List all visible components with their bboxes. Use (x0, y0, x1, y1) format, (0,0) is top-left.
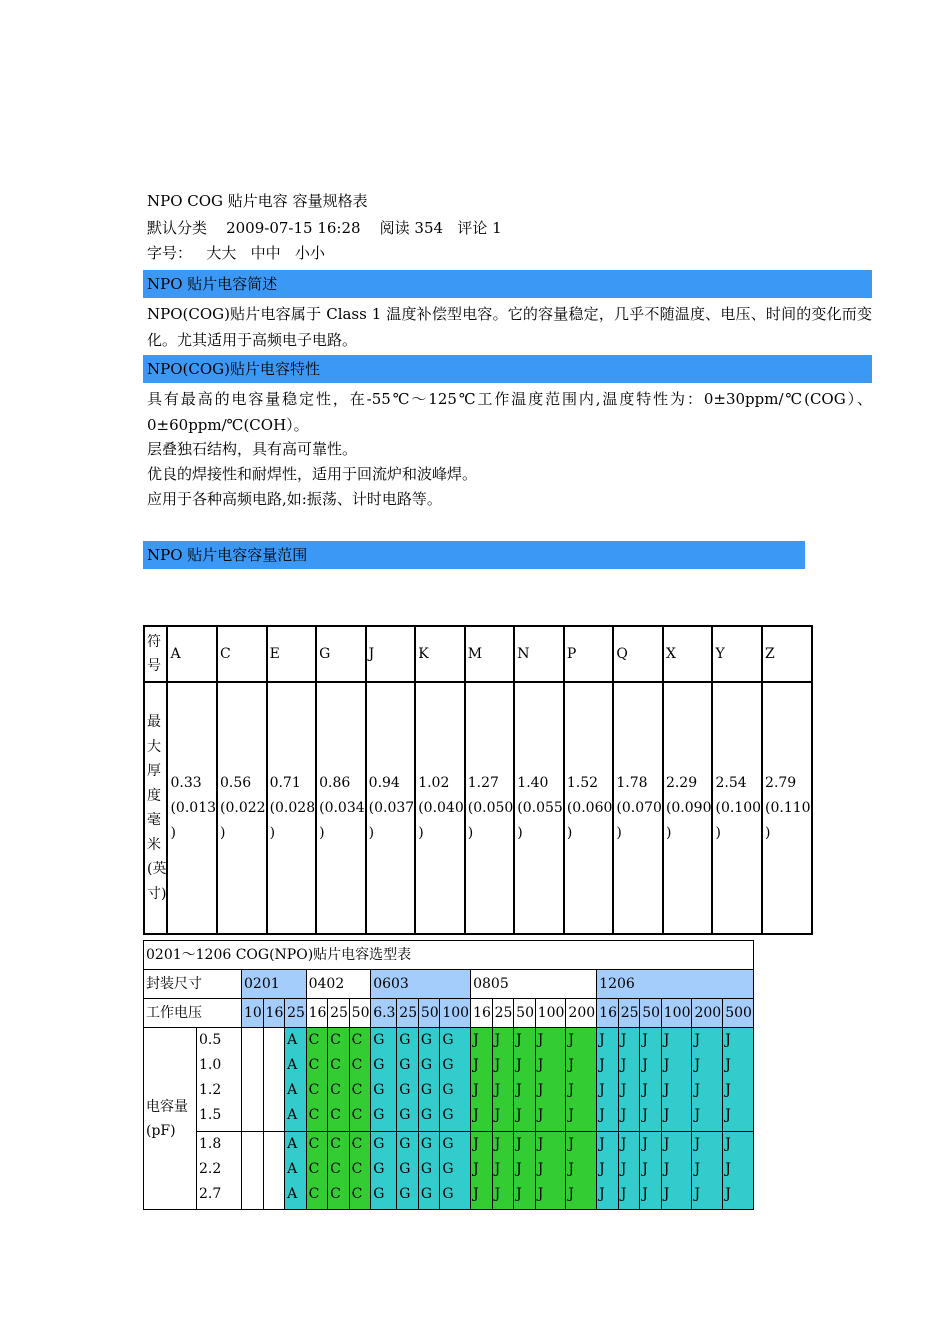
page-title: NPO COG 贴片电容 容量规格表 (147, 192, 368, 210)
code-cell: G G G (418, 1132, 440, 1210)
feature-structure: 层叠独石结构，具有高可靠性。 (147, 440, 358, 458)
thickness-table (143, 625, 813, 935)
code-cell: G G G G (397, 1028, 419, 1132)
symbol-cell: N (514, 626, 564, 682)
package-cell: 0805 (471, 970, 597, 999)
code-cell: J J J (640, 1132, 662, 1210)
voltage-cell: 16 (597, 999, 619, 1028)
code-cell: J J J (618, 1132, 640, 1210)
feature-stability: 具有最高的电容量稳定性，在-55℃～125℃工作温度范围内,温度特性为：0±30ppm/℃(COG）、0±60ppm/℃(COH）。 (147, 390, 872, 434)
code-cell: A A A A (285, 1028, 307, 1132)
section-heading-features: NPO(COG)贴片电容特性 (143, 355, 872, 383)
font-size-medium-link[interactable]: 中中 (250, 244, 281, 262)
symbol-cell: Y (712, 626, 762, 682)
code-cell: J J J (535, 1132, 566, 1210)
thickness-cell: 1.02 (0.040 ) (415, 682, 465, 934)
code-cell: C C C C (306, 1028, 328, 1132)
symbol-cell: E (267, 626, 317, 682)
thickness-cell: 1.27 (0.050 ) (465, 682, 515, 934)
read-count: 阅读 354 (379, 219, 444, 237)
thickness-cell: 0.33 (0.013 ) (167, 682, 217, 934)
voltage-cell: 16 (306, 999, 328, 1028)
thickness-cell: 1.78 (0.070 ) (613, 682, 663, 934)
voltage-cell: 500 (723, 999, 754, 1028)
post-meta (147, 217, 502, 238)
voltage-cell: 25 (328, 999, 350, 1028)
symbol-cell: K (415, 626, 465, 682)
post-date: 2009-07-15 16:28 (226, 219, 361, 237)
thickness-header: 最大厚度毫米(英寸) (144, 682, 167, 934)
voltage-cell: 25 (397, 999, 419, 1028)
font-size-large-link[interactable]: 大大 (206, 244, 237, 262)
code-cell: J J J (471, 1132, 493, 1210)
voltage-row (144, 999, 754, 1028)
capacitance-label: 电容量(pF) (144, 1028, 197, 1210)
code-cell: C C C (306, 1132, 328, 1210)
voltage-cell: 50 (349, 999, 371, 1028)
voltage-cell: 50 (514, 999, 536, 1028)
package-cell: 0402 (306, 970, 371, 999)
code-cell: A A A (285, 1132, 307, 1210)
code-cell: J J J J (597, 1028, 619, 1132)
voltage-cell: 25 (618, 999, 640, 1028)
voltage-cell: 100 (535, 999, 566, 1028)
voltage-cell: 50 (640, 999, 662, 1028)
thickness-row (144, 682, 812, 934)
code-cell: G G G (440, 1132, 471, 1210)
code-cell: C C C (328, 1132, 350, 1210)
thickness-cell: 2.29 (0.090 ) (663, 682, 713, 934)
thickness-cell: 0.94 (0.037 ) (366, 682, 416, 934)
voltage-cell: 100 (440, 999, 471, 1028)
package-cell: 0603 (371, 970, 471, 999)
feature-soldering: 优良的焊接性和耐焊性，适用于回流炉和波峰焊。 (147, 465, 478, 483)
code-cell: G G G G (418, 1028, 440, 1132)
symbol-cell: M (465, 626, 515, 682)
thickness-cell: 0.71 (0.028 ) (267, 682, 317, 934)
package-label: 封装尺寸 (144, 970, 242, 999)
code-cell: J J J J (492, 1028, 514, 1132)
category-link[interactable]: 默认分类 (147, 219, 208, 237)
symbol-cell: X (663, 626, 713, 682)
selection-title-row (144, 941, 754, 970)
voltage-cell: 16 (471, 999, 493, 1028)
font-size-label: 字号： (147, 244, 193, 262)
symbol-cell: J (366, 626, 416, 682)
voltage-cell: 100 (661, 999, 692, 1028)
code-cell: G G G (397, 1132, 419, 1210)
code-cell: C C C C (328, 1028, 350, 1132)
thickness-cell: 1.52 (0.060 ) (564, 682, 614, 934)
code-cell: J J J (661, 1132, 692, 1210)
package-cell: 0201 (242, 970, 307, 999)
voltage-cell: 10 (242, 999, 264, 1028)
capacitance-values: 0.5 1.0 1.2 1.5 (197, 1028, 242, 1132)
symbol-cell: P (564, 626, 614, 682)
code-cell: G G G (371, 1132, 397, 1210)
code-cell: J J J (692, 1132, 723, 1210)
symbol-cell: A (167, 626, 217, 682)
voltage-cell: 50 (418, 999, 440, 1028)
section-heading-range: NPO 贴片电容容量范围 (143, 541, 805, 569)
code-cell: J J J J (640, 1028, 662, 1132)
code-cell: J J J J (471, 1028, 493, 1132)
code-cell (242, 1028, 264, 1132)
voltage-cell: 25 (492, 999, 514, 1028)
capacitance-row-group-1 (144, 1028, 754, 1132)
package-row (144, 970, 754, 999)
symbol-cell: Z (762, 626, 812, 682)
voltage-label: 工作电压 (144, 999, 242, 1028)
code-cell: J J J (514, 1132, 536, 1210)
comment-link[interactable]: 评论 1 (457, 219, 502, 237)
code-cell: J J J J (661, 1028, 692, 1132)
voltage-cell: 200 (566, 999, 597, 1028)
voltage-cell: 16 (263, 999, 285, 1028)
symbol-cell: G (316, 626, 366, 682)
selection-table-title: 0201～1206 COG(NPO)贴片电容选型表 (144, 941, 754, 970)
code-cell: J J J J (692, 1028, 723, 1132)
code-cell: J J J J (535, 1028, 566, 1132)
symbol-header: 符号 (144, 626, 167, 682)
font-size-switcher (147, 242, 325, 263)
capacitance-values: 1.8 2.2 2.7 (197, 1132, 242, 1210)
code-cell (242, 1132, 264, 1210)
selection-table (143, 940, 754, 1210)
code-cell (263, 1028, 285, 1132)
package-cell: 1206 (597, 970, 754, 999)
symbol-cell: C (217, 626, 267, 682)
code-cell: J J J J (566, 1028, 597, 1132)
code-cell: J J J J (618, 1028, 640, 1132)
code-cell: J J J J (723, 1028, 754, 1132)
symbol-row (144, 626, 812, 682)
symbol-cell: Q (613, 626, 663, 682)
font-size-small-link[interactable]: 小小 (294, 244, 325, 262)
voltage-cell: 200 (692, 999, 723, 1028)
code-cell (263, 1132, 285, 1210)
thickness-cell: 1.40 (0.055 ) (514, 682, 564, 934)
voltage-cell: 25 (285, 999, 307, 1028)
code-cell: J J J (597, 1132, 619, 1210)
code-cell: J J J (566, 1132, 597, 1210)
thickness-cell: 2.79 (0.110 ) (762, 682, 812, 934)
thickness-cell: 0.56 (0.022 ) (217, 682, 267, 934)
code-cell: G G G G (371, 1028, 397, 1132)
capacitance-row-group-2 (144, 1132, 754, 1210)
code-cell: C C C (349, 1132, 371, 1210)
thickness-cell: 2.54 (0.100 ) (712, 682, 762, 934)
code-cell: G G G G (440, 1028, 471, 1132)
code-cell: J J J (492, 1132, 514, 1210)
overview-text: NPO(COG)贴片电容属于 Class 1 温度补偿型电容。它的容量稳定，几乎不随温度、电压、时间的变化而变化。尤其适用于高频电子电路。 (147, 305, 872, 349)
feature-application: 应用于各种高频电路,如:振荡、计时电路等。 (147, 490, 442, 508)
voltage-cell: 6.3 (371, 999, 397, 1028)
code-cell: J J J (723, 1132, 754, 1210)
section-heading-overview: NPO 贴片电容简述 (143, 270, 872, 298)
code-cell: C C C C (349, 1028, 371, 1132)
thickness-cell: 0.86 (0.034 ) (316, 682, 366, 934)
code-cell: J J J J (514, 1028, 536, 1132)
